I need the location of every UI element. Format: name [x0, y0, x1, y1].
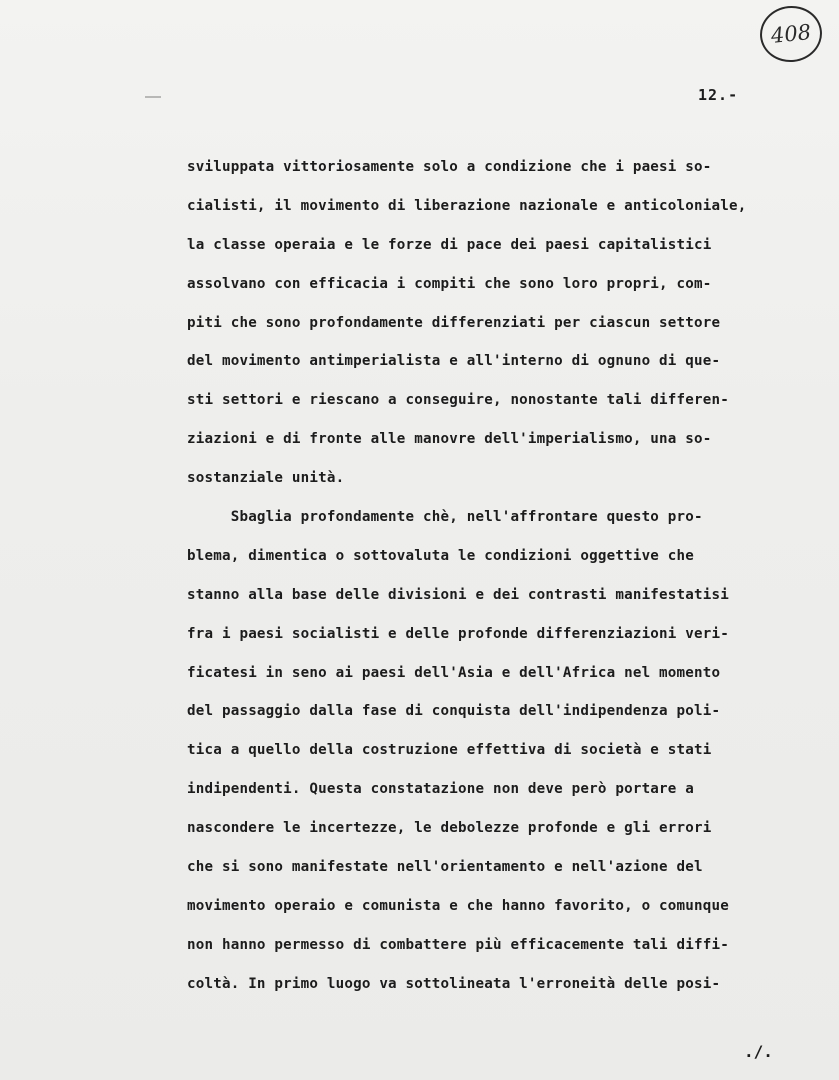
archive-number: 408: [769, 19, 813, 49]
text-line: indipendenti. Questa constatazione non deve però portare a: [187, 781, 695, 798]
text-line: stanno alla base delle divisioni e dei contrasti manifestatisi: [187, 586, 729, 603]
text-line: nascondere le incertezze, le debolezze profonde e gli errori: [187, 820, 712, 837]
text-line: piti che sono profondamente differenziati per ciascun settore: [187, 314, 721, 331]
text-line: coltà. In primo luogo va sottolineata l'erroneità delle posi-: [187, 975, 721, 992]
text-line: sviluppata vittoriosamente solo a condizione che i paesi so-: [187, 159, 712, 175]
text-line: ficatesi in seno ai paesi dell'Asia e dell'Africa nel momento: [187, 664, 721, 681]
text-line: che si sono manifestate nell'orientamento e nell'azione del: [187, 859, 703, 876]
text-line: del passaggio dalla fase di conquista dell'indipendenza poli-: [187, 703, 721, 720]
archive-number-stamp: [757, 3, 825, 65]
faint-mark: [145, 96, 161, 98]
text-line: del movimento antimperialista e all'interno di ognuno di que-: [187, 353, 721, 370]
continuation-mark: ./.: [744, 1042, 773, 1061]
text-line: sti settori e riescano a conseguire, nonostante tali differen-: [187, 392, 729, 409]
text-line: tica a quello della costruzione effettiva di società e stati: [187, 742, 712, 759]
text-line: Sbaglia profondamente chè, nell'affrontare questo pro-: [187, 509, 703, 526]
text-line: ziazioni e di fronte alle manovre dell'imperialismo, una so-: [187, 431, 712, 448]
text-line: cialisti, il movimento di liberazione nazionale e anticoloniale,: [187, 197, 747, 214]
text-line: movimento operaio e comunista e che hanno favorito, o comunque: [187, 897, 729, 914]
text-line: fra i paesi socialisti e delle profonde differenziazioni veri-: [187, 625, 729, 642]
body-text: [187, 148, 817, 1004]
page-number: 12.-: [698, 86, 739, 104]
text-line: la classe operaia e le forze di pace dei paesi capitalistici: [187, 236, 712, 253]
text-line: blema, dimentica o sottovaluta le condizioni oggettive che: [187, 547, 695, 564]
text-line: assolvano con efficacia i compiti che sono loro propri, com-: [187, 275, 712, 292]
text-line: sostanziale unità.: [187, 470, 345, 487]
text-line: non hanno permesso di combattere più efficacemente tali diffi-: [187, 936, 729, 953]
